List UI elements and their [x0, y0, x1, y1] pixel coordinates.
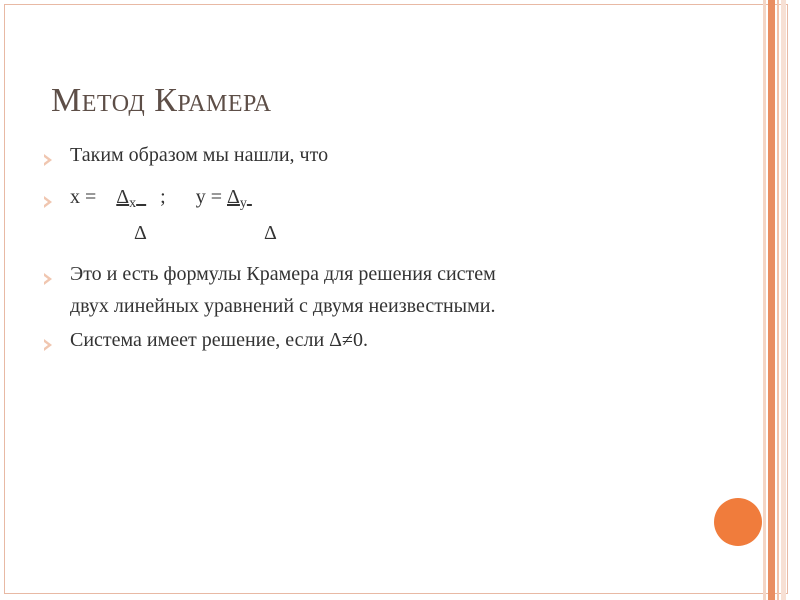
bullet-arrow-icon [44, 339, 52, 351]
formula-y-denominator: Δ [264, 222, 277, 244]
bullet-text-line1: Это и есть формулы Крамера для решения систем [70, 263, 496, 285]
formula-x-label: x = [70, 186, 97, 208]
bullet-text: Система имеет решение, если Δ≠0. [70, 329, 368, 351]
decor-stripe [768, 0, 775, 600]
decor-circle [714, 498, 762, 546]
bullet-text-line2: двух линейных уравнений с двумя неизвестными. [70, 295, 496, 317]
formula-y-numerator: $\Delta_y$ [227, 186, 247, 211]
formula-line [70, 186, 252, 212]
formula-x-denominator: Δ [134, 222, 147, 244]
bullet-arrow-icon [44, 273, 52, 285]
formula-y-label: y = [195, 186, 222, 208]
bullet-text: Таким образом мы нашли, что [70, 144, 329, 166]
bullet-arrow-icon [44, 154, 52, 166]
formula-x-numerator: $\Delta_x$ [116, 186, 137, 211]
decor-stripe [777, 0, 779, 600]
bullet-arrow-icon [44, 196, 52, 208]
formula-separator: ; [160, 186, 166, 208]
decor-stripe [763, 0, 766, 600]
decor-stripe [781, 0, 786, 600]
slide-title: Метод Крамера [51, 82, 272, 119]
